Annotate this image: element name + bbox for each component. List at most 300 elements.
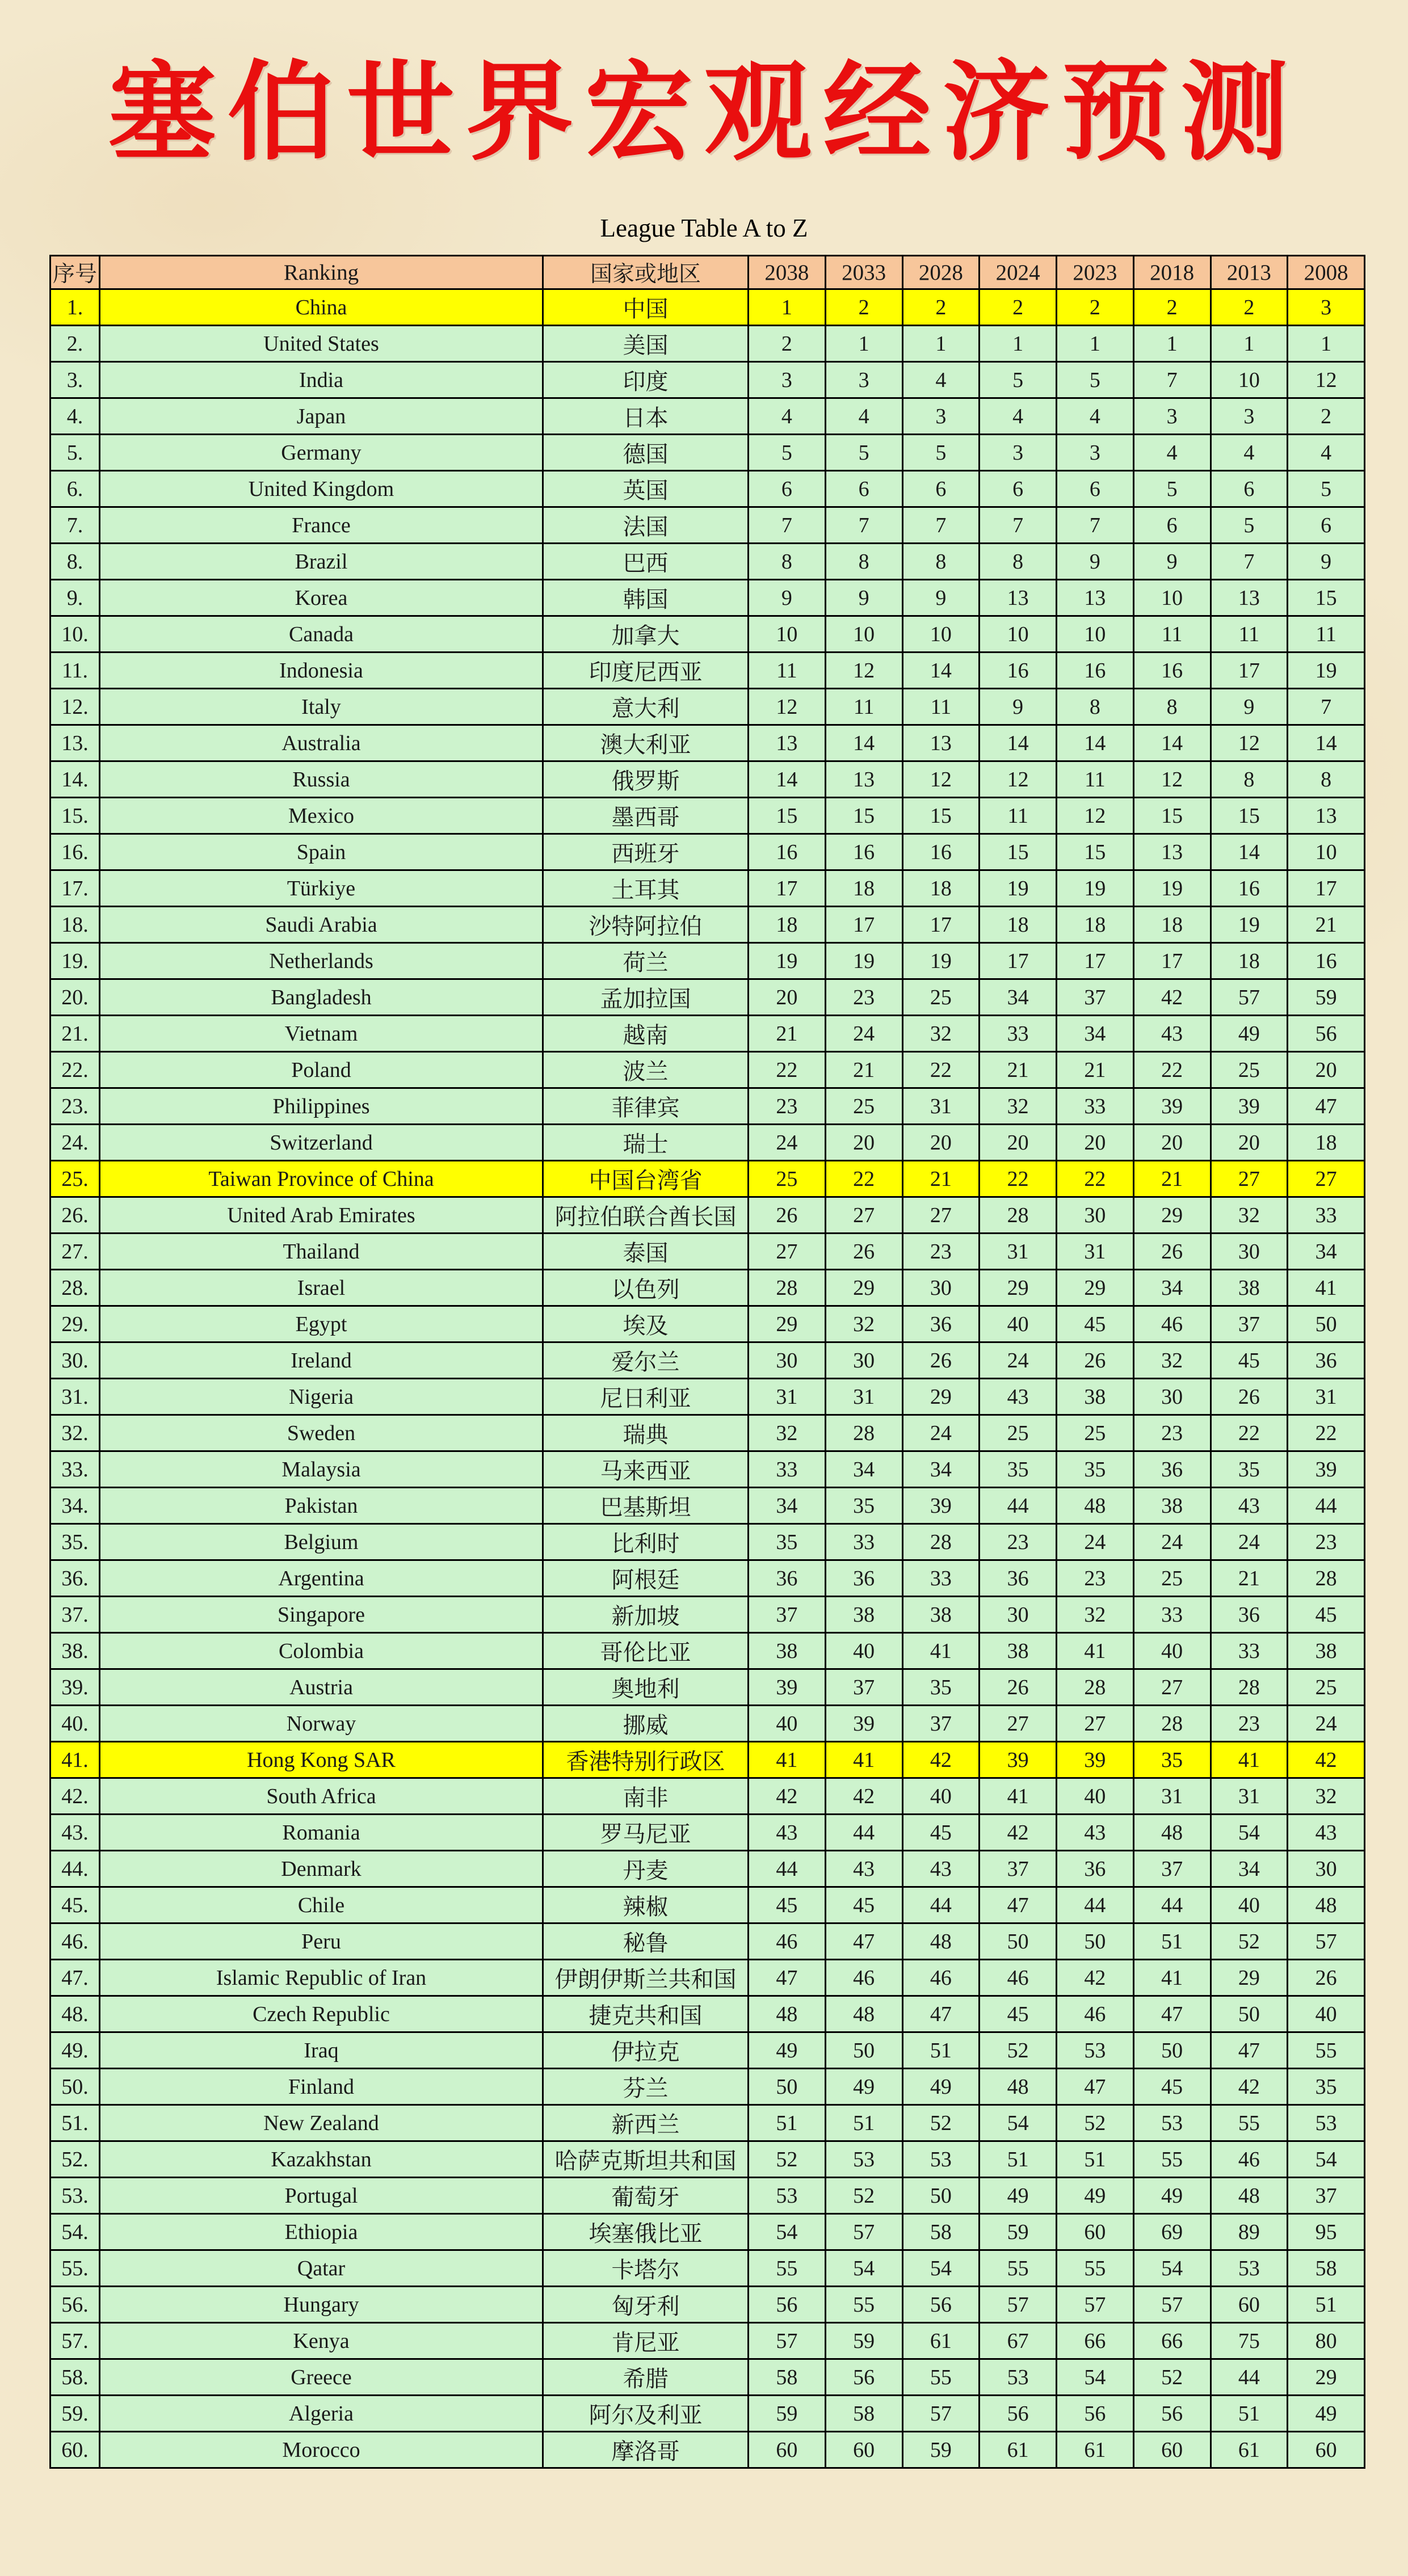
rank-2028-cell: 47 [902, 1996, 980, 2032]
country-zh-cell: 土耳其 [543, 870, 749, 907]
row-no-cell: 10. [51, 616, 100, 653]
rank-2013-cell: 28 [1211, 1669, 1288, 1706]
rank-2024-cell: 17 [980, 943, 1057, 979]
rank-2018-cell: 14 [1133, 725, 1211, 761]
row-no-cell: 56. [51, 2287, 100, 2323]
rank-2024-cell: 18 [980, 907, 1057, 943]
table-row [51, 2214, 1365, 2250]
rank-2008-cell: 5 [1288, 471, 1365, 507]
rank-2013-cell: 57 [1211, 979, 1288, 1016]
rank-2008-cell: 31 [1288, 1379, 1365, 1415]
country-zh-cell: 哥伦比亚 [543, 1633, 749, 1669]
row-no-cell: 12. [51, 689, 100, 725]
rank-2038-cell: 40 [749, 1706, 826, 1742]
table-row [51, 979, 1365, 1016]
rank-2038-cell: 6 [749, 471, 826, 507]
rank-2008-cell: 30 [1288, 1851, 1365, 1887]
rank-2033-cell: 18 [825, 870, 902, 907]
rank-2018-cell: 26 [1133, 1234, 1211, 1270]
rank-2028-cell: 54 [902, 2250, 980, 2287]
rank-2038-cell: 5 [749, 435, 826, 471]
table-row [51, 1887, 1365, 1923]
rank-2024-cell: 3 [980, 435, 1057, 471]
country-en-cell: Indonesia [100, 653, 543, 689]
row-no-cell: 16. [51, 834, 100, 870]
row-no-cell: 49. [51, 2032, 100, 2069]
country-zh-cell: 葡萄牙 [543, 2178, 749, 2214]
rank-2008-cell: 39 [1288, 1451, 1365, 1488]
league-table [49, 255, 1365, 2469]
row-no-cell: 26. [51, 1197, 100, 1234]
rank-2033-cell: 44 [825, 1815, 902, 1851]
rank-2028-cell: 20 [902, 1125, 980, 1161]
row-no-cell: 20. [51, 979, 100, 1016]
rank-2013-cell: 54 [1211, 1815, 1288, 1851]
rank-2033-cell: 39 [825, 1706, 902, 1742]
rank-2038-cell: 50 [749, 2069, 826, 2105]
rank-2018-cell: 49 [1133, 2178, 1211, 2214]
table-row [51, 616, 1365, 653]
table-row [51, 798, 1365, 834]
country-zh-cell: 埃及 [543, 1306, 749, 1342]
table-row [51, 1161, 1365, 1197]
rank-2013-cell: 46 [1211, 2141, 1288, 2178]
rank-2008-cell: 54 [1288, 2141, 1365, 2178]
country-zh-cell: 墨西哥 [543, 798, 749, 834]
rank-2018-cell: 7 [1133, 362, 1211, 398]
country-en-cell: Italy [100, 689, 543, 725]
col-header-2018: 2018 [1133, 256, 1211, 289]
table-row [51, 1560, 1365, 1597]
rank-2023-cell: 1 [1057, 326, 1134, 362]
rank-2033-cell: 20 [825, 1125, 902, 1161]
rank-2018-cell: 55 [1133, 2141, 1211, 2178]
rank-2013-cell: 42 [1211, 2069, 1288, 2105]
rank-2018-cell: 41 [1133, 1960, 1211, 1996]
rank-2033-cell: 1 [825, 326, 902, 362]
table-row [51, 544, 1365, 580]
country-en-cell: Korea [100, 580, 543, 616]
rank-2008-cell: 33 [1288, 1197, 1365, 1234]
rank-2038-cell: 15 [749, 798, 826, 834]
rank-2023-cell: 47 [1057, 2069, 1134, 2105]
rank-2008-cell: 4 [1288, 435, 1365, 471]
rank-2033-cell: 36 [825, 1560, 902, 1597]
rank-2008-cell: 7 [1288, 689, 1365, 725]
rank-2013-cell: 38 [1211, 1270, 1288, 1306]
rank-2028-cell: 40 [902, 1778, 980, 1815]
rank-2008-cell: 59 [1288, 979, 1365, 1016]
rank-2033-cell: 58 [825, 2396, 902, 2432]
rank-2013-cell: 51 [1211, 2396, 1288, 2432]
rank-2013-cell: 34 [1211, 1851, 1288, 1887]
league-table-body [51, 289, 1365, 2468]
country-en-cell: Spain [100, 834, 543, 870]
rank-2028-cell: 52 [902, 2105, 980, 2141]
rank-2024-cell: 11 [980, 798, 1057, 834]
col-header-index: 序号 [51, 256, 100, 289]
rank-2023-cell: 44 [1057, 1887, 1134, 1923]
rank-2018-cell: 4 [1133, 435, 1211, 471]
country-en-cell: India [100, 362, 543, 398]
row-no-cell: 37. [51, 1597, 100, 1633]
rank-2013-cell: 39 [1211, 1088, 1288, 1125]
table-row [51, 2069, 1365, 2105]
rank-2024-cell: 55 [980, 2250, 1057, 2287]
rank-2028-cell: 15 [902, 798, 980, 834]
rank-2018-cell: 50 [1133, 2032, 1211, 2069]
rank-2024-cell: 1 [980, 326, 1057, 362]
rank-2018-cell: 33 [1133, 1597, 1211, 1633]
country-zh-cell: 菲律宾 [543, 1088, 749, 1125]
country-zh-cell: 香港特别行政区 [543, 1742, 749, 1778]
rank-2028-cell: 35 [902, 1669, 980, 1706]
rank-2038-cell: 22 [749, 1052, 826, 1088]
table-row [51, 2359, 1365, 2396]
row-no-cell: 53. [51, 2178, 100, 2214]
row-no-cell: 24. [51, 1125, 100, 1161]
rank-2024-cell: 31 [980, 1234, 1057, 1270]
country-zh-cell: 阿尔及利亚 [543, 2396, 749, 2432]
rank-2024-cell: 12 [980, 761, 1057, 798]
rank-2018-cell: 5 [1133, 471, 1211, 507]
country-en-cell: Nigeria [100, 1379, 543, 1415]
row-no-cell: 42. [51, 1778, 100, 1815]
col-header-2038: 2038 [749, 256, 826, 289]
row-no-cell: 15. [51, 798, 100, 834]
rank-2038-cell: 25 [749, 1161, 826, 1197]
rank-2024-cell: 34 [980, 979, 1057, 1016]
row-no-cell: 27. [51, 1234, 100, 1270]
rank-2013-cell: 2 [1211, 289, 1288, 326]
rank-2013-cell: 52 [1211, 1923, 1288, 1960]
rank-2028-cell: 48 [902, 1923, 980, 1960]
rank-2013-cell: 5 [1211, 507, 1288, 544]
rank-2008-cell: 16 [1288, 943, 1365, 979]
country-en-cell: France [100, 507, 543, 544]
rank-2018-cell: 11 [1133, 616, 1211, 653]
rank-2038-cell: 12 [749, 689, 826, 725]
rank-2018-cell: 18 [1133, 907, 1211, 943]
country-en-cell: Switzerland [100, 1125, 543, 1161]
col-header-2024: 2024 [980, 256, 1057, 289]
rank-2008-cell: 19 [1288, 653, 1365, 689]
table-row [51, 1415, 1365, 1451]
country-en-cell: United States [100, 326, 543, 362]
rank-2028-cell: 14 [902, 653, 980, 689]
rank-2013-cell: 14 [1211, 834, 1288, 870]
table-row [51, 2323, 1365, 2359]
rank-2013-cell: 45 [1211, 1342, 1288, 1379]
table-row [51, 1088, 1365, 1125]
rank-2033-cell: 2 [825, 289, 902, 326]
rank-2008-cell: 35 [1288, 2069, 1365, 2105]
table-row [51, 1742, 1365, 1778]
rank-2008-cell: 41 [1288, 1270, 1365, 1306]
rank-2013-cell: 25 [1211, 1052, 1288, 1088]
row-no-cell: 2. [51, 326, 100, 362]
rank-2028-cell: 13 [902, 725, 980, 761]
table-row [51, 398, 1365, 435]
rank-2038-cell: 19 [749, 943, 826, 979]
rank-2038-cell: 55 [749, 2250, 826, 2287]
rank-2018-cell: 20 [1133, 1125, 1211, 1161]
rank-2033-cell: 40 [825, 1633, 902, 1669]
rank-2023-cell: 3 [1057, 435, 1134, 471]
country-en-cell: New Zealand [100, 2105, 543, 2141]
rank-2033-cell: 60 [825, 2432, 902, 2468]
table-row [51, 1016, 1365, 1052]
country-zh-cell: 挪威 [543, 1706, 749, 1742]
col-header-ranking: Ranking [100, 256, 543, 289]
rank-2023-cell: 50 [1057, 1923, 1134, 1960]
rank-2008-cell: 42 [1288, 1742, 1365, 1778]
table-row [51, 1306, 1365, 1342]
rank-2033-cell: 13 [825, 761, 902, 798]
rank-2023-cell: 36 [1057, 1851, 1134, 1887]
country-zh-cell: 荷兰 [543, 943, 749, 979]
country-zh-cell: 南非 [543, 1778, 749, 1815]
rank-2033-cell: 46 [825, 1960, 902, 1996]
rank-2033-cell: 17 [825, 907, 902, 943]
rank-2028-cell: 49 [902, 2069, 980, 2105]
rank-2013-cell: 33 [1211, 1633, 1288, 1669]
country-zh-cell: 伊朗伊斯兰共和国 [543, 1960, 749, 1996]
rank-2023-cell: 16 [1057, 653, 1134, 689]
rank-2018-cell: 15 [1133, 798, 1211, 834]
rank-2028-cell: 28 [902, 1524, 980, 1560]
rank-2013-cell: 47 [1211, 2032, 1288, 2069]
rank-2013-cell: 11 [1211, 616, 1288, 653]
rank-2038-cell: 59 [749, 2396, 826, 2432]
country-zh-cell: 美国 [543, 326, 749, 362]
rank-2013-cell: 61 [1211, 2432, 1288, 2468]
rank-2023-cell: 51 [1057, 2141, 1134, 2178]
rank-2023-cell: 56 [1057, 2396, 1134, 2432]
table-row [51, 689, 1365, 725]
rank-2023-cell: 18 [1057, 907, 1134, 943]
country-zh-cell: 巴西 [543, 544, 749, 580]
country-zh-cell: 秘鲁 [543, 1923, 749, 1960]
country-en-cell: Egypt [100, 1306, 543, 1342]
country-zh-cell: 哈萨克斯坦共和国 [543, 2141, 749, 2178]
rank-2038-cell: 34 [749, 1488, 826, 1524]
rank-2033-cell: 38 [825, 1597, 902, 1633]
country-zh-cell: 法国 [543, 507, 749, 544]
rank-2028-cell: 41 [902, 1633, 980, 1669]
rank-2033-cell: 37 [825, 1669, 902, 1706]
rank-2023-cell: 43 [1057, 1815, 1134, 1851]
rank-2023-cell: 46 [1057, 1996, 1134, 2032]
row-no-cell: 54. [51, 2214, 100, 2250]
rank-2013-cell: 30 [1211, 1234, 1288, 1270]
rank-2038-cell: 31 [749, 1379, 826, 1415]
country-zh-cell: 巴基斯坦 [543, 1488, 749, 1524]
rank-2013-cell: 43 [1211, 1488, 1288, 1524]
country-en-cell: Peru [100, 1923, 543, 1960]
rank-2033-cell: 10 [825, 616, 902, 653]
rank-2024-cell: 39 [980, 1742, 1057, 1778]
country-en-cell: Japan [100, 398, 543, 435]
row-no-cell: 11. [51, 653, 100, 689]
country-zh-cell: 俄罗斯 [543, 761, 749, 798]
rank-2013-cell: 89 [1211, 2214, 1288, 2250]
rank-2033-cell: 31 [825, 1379, 902, 1415]
rank-2033-cell: 51 [825, 2105, 902, 2141]
rank-2024-cell: 9 [980, 689, 1057, 725]
rank-2028-cell: 4 [902, 362, 980, 398]
rank-2038-cell: 30 [749, 1342, 826, 1379]
country-en-cell: Algeria [100, 2396, 543, 2432]
table-row [51, 1996, 1365, 2032]
country-en-cell: Islamic Republic of Iran [100, 1960, 543, 1996]
rank-2038-cell: 41 [749, 1742, 826, 1778]
rank-2008-cell: 24 [1288, 1706, 1365, 1742]
country-zh-cell: 瑞士 [543, 1125, 749, 1161]
rank-2013-cell: 75 [1211, 2323, 1288, 2359]
rank-2018-cell: 27 [1133, 1669, 1211, 1706]
country-zh-cell: 罗马尼亚 [543, 1815, 749, 1851]
country-en-cell: Pakistan [100, 1488, 543, 1524]
rank-2033-cell: 55 [825, 2287, 902, 2323]
rank-2018-cell: 10 [1133, 580, 1211, 616]
rank-2018-cell: 40 [1133, 1633, 1211, 1669]
rank-2008-cell: 38 [1288, 1633, 1365, 1669]
rank-2013-cell: 27 [1211, 1161, 1288, 1197]
country-en-cell: Portugal [100, 2178, 543, 2214]
rank-2028-cell: 57 [902, 2396, 980, 2432]
rank-2028-cell: 2 [902, 289, 980, 326]
rank-2028-cell: 21 [902, 1161, 980, 1197]
rank-2018-cell: 30 [1133, 1379, 1211, 1415]
row-no-cell: 35. [51, 1524, 100, 1560]
rank-2038-cell: 7 [749, 507, 826, 544]
rank-2038-cell: 32 [749, 1415, 826, 1451]
rank-2038-cell: 23 [749, 1088, 826, 1125]
rank-2023-cell: 57 [1057, 2287, 1134, 2323]
rank-2018-cell: 56 [1133, 2396, 1211, 2432]
rank-2013-cell: 20 [1211, 1125, 1288, 1161]
rank-2024-cell: 52 [980, 2032, 1057, 2069]
rank-2023-cell: 32 [1057, 1597, 1134, 1633]
rank-2038-cell: 18 [749, 907, 826, 943]
row-no-cell: 41. [51, 1742, 100, 1778]
rank-2013-cell: 3 [1211, 398, 1288, 435]
rank-2024-cell: 37 [980, 1851, 1057, 1887]
country-en-cell: Canada [100, 616, 543, 653]
rank-2033-cell: 6 [825, 471, 902, 507]
rank-2024-cell: 29 [980, 1270, 1057, 1306]
country-en-cell: Brazil [100, 544, 543, 580]
country-en-cell: Kazakhstan [100, 2141, 543, 2178]
rank-2008-cell: 60 [1288, 2432, 1365, 2468]
country-en-cell: Chile [100, 1887, 543, 1923]
rank-2018-cell: 46 [1133, 1306, 1211, 1342]
rank-2028-cell: 46 [902, 1960, 980, 1996]
row-no-cell: 60. [51, 2432, 100, 2468]
rank-2008-cell: 56 [1288, 1016, 1365, 1052]
table-row [51, 2141, 1365, 2178]
rank-2033-cell: 45 [825, 1887, 902, 1923]
rank-2024-cell: 26 [980, 1669, 1057, 1706]
rank-2018-cell: 6 [1133, 507, 1211, 544]
rank-2038-cell: 47 [749, 1960, 826, 1996]
country-zh-cell: 丹麦 [543, 1851, 749, 1887]
rank-2013-cell: 8 [1211, 761, 1288, 798]
country-en-cell: Taiwan Province of China [100, 1161, 543, 1197]
rank-2028-cell: 32 [902, 1016, 980, 1052]
rank-2033-cell: 28 [825, 1415, 902, 1451]
rank-2013-cell: 22 [1211, 1415, 1288, 1451]
country-en-cell: Finland [100, 2069, 543, 2105]
rank-2038-cell: 53 [749, 2178, 826, 2214]
rank-2018-cell: 17 [1133, 943, 1211, 979]
rank-2024-cell: 42 [980, 1815, 1057, 1851]
row-no-cell: 45. [51, 1887, 100, 1923]
rank-2038-cell: 49 [749, 2032, 826, 2069]
country-zh-cell: 卡塔尔 [543, 2250, 749, 2287]
rank-2018-cell: 2 [1133, 289, 1211, 326]
rank-2038-cell: 37 [749, 1597, 826, 1633]
rank-2018-cell: 60 [1133, 2432, 1211, 2468]
rank-2023-cell: 30 [1057, 1197, 1134, 1234]
table-row [51, 1379, 1365, 1415]
rank-2024-cell: 47 [980, 1887, 1057, 1923]
rank-2033-cell: 27 [825, 1197, 902, 1234]
rank-2013-cell: 44 [1211, 2359, 1288, 2396]
rank-2024-cell: 28 [980, 1197, 1057, 1234]
rank-2008-cell: 20 [1288, 1052, 1365, 1088]
rank-2024-cell: 24 [980, 1342, 1057, 1379]
rank-2033-cell: 43 [825, 1851, 902, 1887]
rank-2033-cell: 21 [825, 1052, 902, 1088]
rank-2038-cell: 4 [749, 398, 826, 435]
rank-2024-cell: 21 [980, 1052, 1057, 1088]
rank-2033-cell: 53 [825, 2141, 902, 2178]
rank-2033-cell: 26 [825, 1234, 902, 1270]
rank-2033-cell: 56 [825, 2359, 902, 2396]
rank-2018-cell: 34 [1133, 1270, 1211, 1306]
rank-2018-cell: 24 [1133, 1524, 1211, 1560]
country-zh-cell: 芬兰 [543, 2069, 749, 2105]
rank-2023-cell: 48 [1057, 1488, 1134, 1524]
rank-2024-cell: 38 [980, 1633, 1057, 1669]
table-row [51, 1488, 1365, 1524]
rank-2013-cell: 16 [1211, 870, 1288, 907]
rank-2023-cell: 12 [1057, 798, 1134, 834]
rank-2038-cell: 56 [749, 2287, 826, 2323]
row-no-cell: 59. [51, 2396, 100, 2432]
rank-2023-cell: 9 [1057, 544, 1134, 580]
rank-2038-cell: 45 [749, 1887, 826, 1923]
rank-2023-cell: 22 [1057, 1161, 1134, 1197]
rank-2024-cell: 57 [980, 2287, 1057, 2323]
rank-2008-cell: 28 [1288, 1560, 1365, 1597]
rank-2023-cell: 40 [1057, 1778, 1134, 1815]
rank-2028-cell: 7 [902, 507, 980, 544]
table-row [51, 1597, 1365, 1633]
country-zh-cell: 匈牙利 [543, 2287, 749, 2323]
rank-2038-cell: 43 [749, 1815, 826, 1851]
rank-2024-cell: 23 [980, 1524, 1057, 1560]
country-en-cell: Czech Republic [100, 1996, 543, 2032]
country-zh-cell: 阿拉伯联合酋长国 [543, 1197, 749, 1234]
country-zh-cell: 英国 [543, 471, 749, 507]
rank-2008-cell: 80 [1288, 2323, 1365, 2359]
row-no-cell: 51. [51, 2105, 100, 2141]
country-zh-cell: 肯尼亚 [543, 2323, 749, 2359]
country-zh-cell: 印度尼西亚 [543, 653, 749, 689]
